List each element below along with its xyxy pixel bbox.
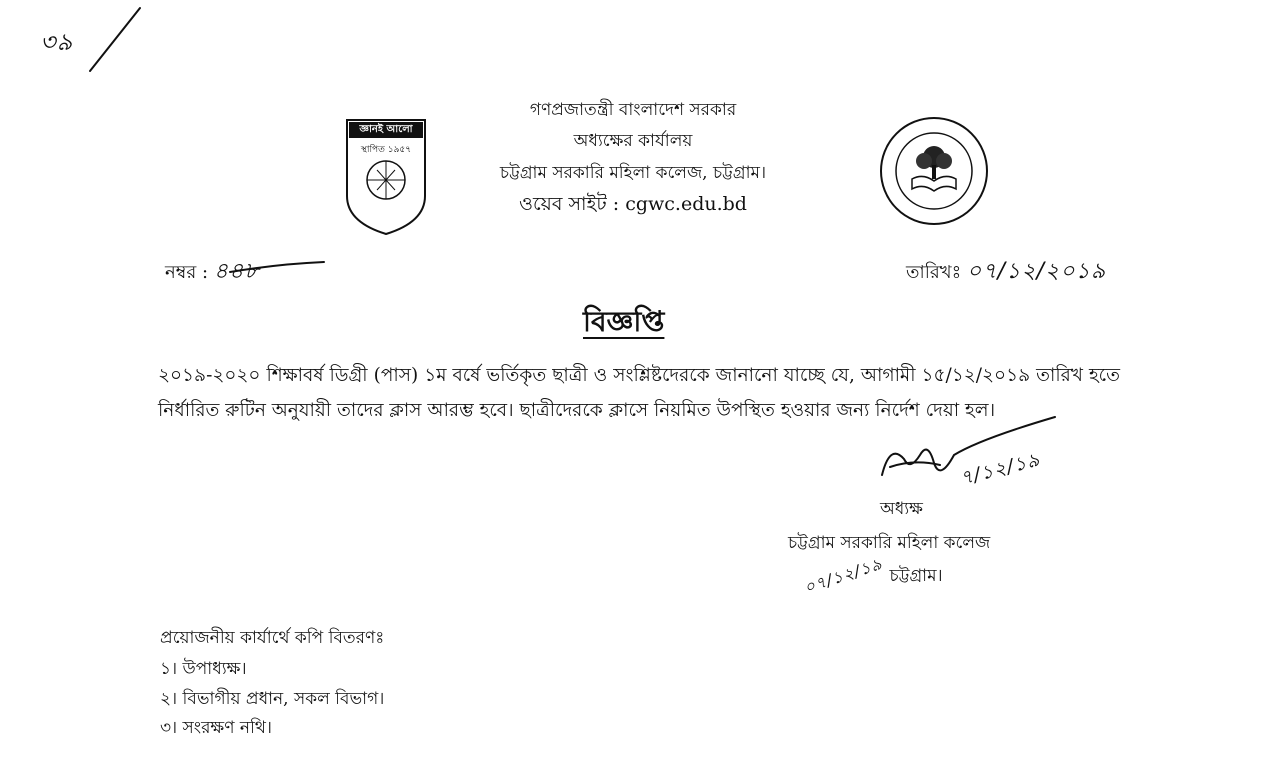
signatory-designation: অধ্যক্ষ — [880, 499, 923, 519]
header-line-2: অধ্যক্ষের কার্যালয় — [573, 131, 693, 151]
website-url: cgwc.edu.bd — [625, 193, 747, 215]
corner-mark: ৩৯ — [40, 28, 74, 56]
signatory-institution: চট্টগ্রাম সরকারি মহিলা কলেজ — [788, 533, 991, 553]
reference-date-value: ০৭/১২/২০১৯ — [966, 259, 1107, 284]
distribution-item: ১। উপাধ্যক্ষ। — [160, 659, 247, 679]
website-label: ওয়েব সাইট : — [519, 193, 626, 215]
distribution-heading: প্রয়োজনীয় কার্যার্থে কপি বিতরণঃ — [160, 628, 385, 648]
reference-date-label: তারিখঃ — [906, 262, 967, 283]
crest-founded: স্থাপিত ১৯৫৭ — [360, 145, 412, 155]
distribution-item: ২। বিভাগীয় প্রধান, সকল বিভাগ। — [160, 689, 385, 709]
notice-body: ২০১৯-২০২০ শিক্ষাবর্ষ ডিগ্রী (পাস) ১ম বর্ষে ভর্তিকৃত ছাত্রী ও সংশ্লিষ্টদেরকে জানানো যাচ্ছে যে, আগামী ১৫/১২/২০১৯ তারিখ হতে নির্ধারিত রুটিন অনুযায়ী তাদের ক্লাস আরম্ভ হবে। ছাত্রীদেরকে ক্লাসে নিয়মিত উপস্থিত হওয়ার জন্য নির্দেশ দেয়া হল। — [158, 365, 1120, 421]
number-strike — [228, 258, 328, 278]
header-line-1: গণপ্রজাতন্ত্রী বাংলাদেশ সরকার — [529, 100, 737, 120]
signatory-location — [801, 553, 943, 598]
reference-number-label: নম্বর : — [165, 262, 214, 283]
corner-slash — [85, 5, 145, 75]
distribution-item: ৩। সংরক্ষণ নথি। — [160, 718, 272, 738]
crest-banner: জ্ঞানই আলো — [359, 124, 413, 135]
reference-date — [906, 254, 1106, 291]
header-website — [383, 190, 883, 222]
signature-handwritten-date: ৭/১২/১৯ — [958, 448, 1043, 490]
header-line-3: চট্টগ্রাম সরকারি মহিলা কলেজ, চট্টগ্রাম। — [499, 163, 767, 183]
notice-title: বিজ্ঞপ্তি — [583, 305, 665, 338]
stamp-date: ০৭/১২/১৯ — [801, 553, 885, 598]
college-crest-icon — [345, 118, 427, 236]
location-text: চট্টগ্রাম। — [889, 566, 943, 586]
reference-number-value: ৪৪৮ — [213, 259, 260, 284]
education-seal-icon — [878, 115, 990, 227]
